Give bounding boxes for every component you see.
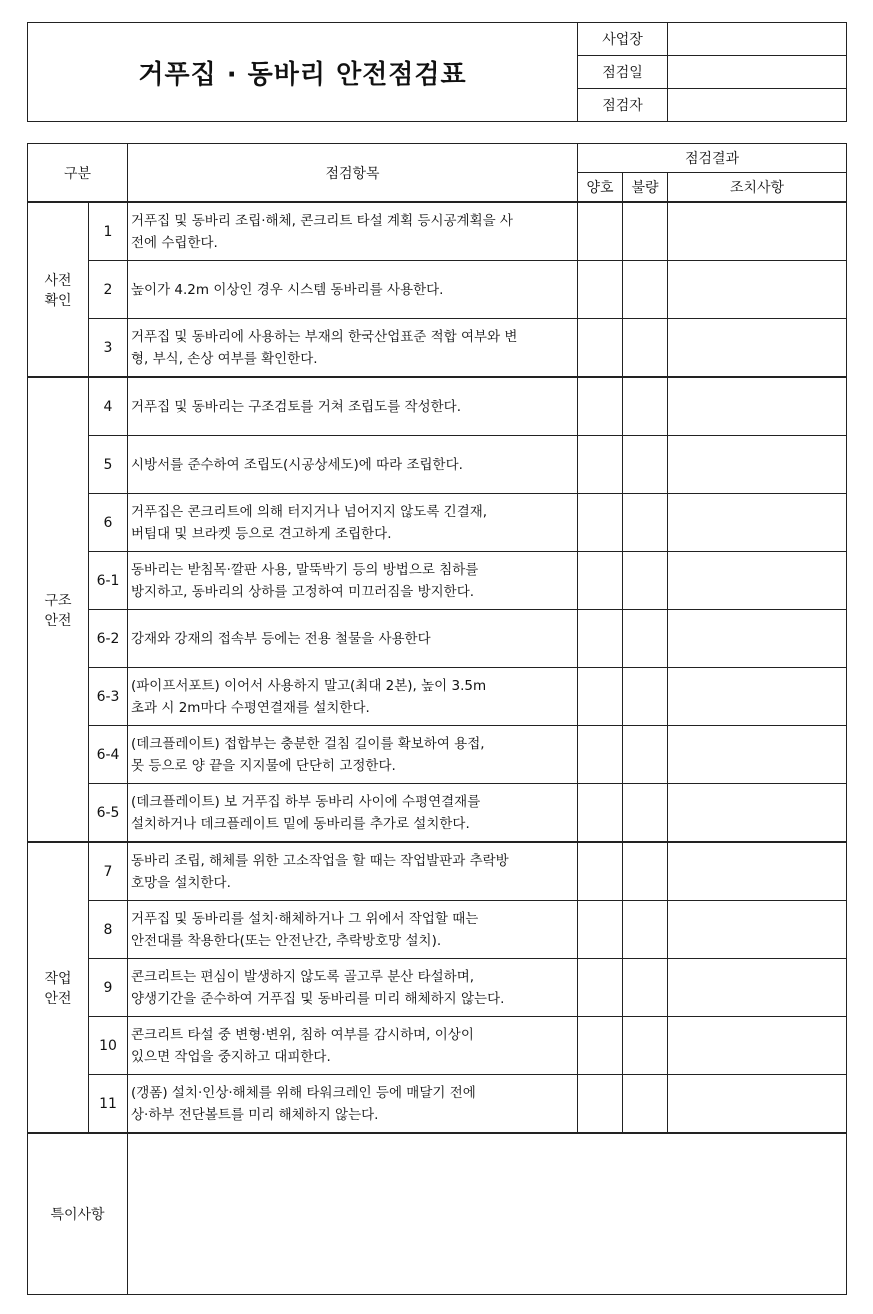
action-cell[interactable] [668, 494, 847, 552]
item-text: 시방서를 준수하여 조립도(시공상세도)에 따라 조립한다. [128, 436, 578, 494]
item-number: 1 [89, 202, 128, 261]
good-cell[interactable] [578, 959, 623, 1017]
good-cell[interactable] [578, 494, 623, 552]
item-text: (데크플레이트) 접합부는 충분한 걸침 길이를 확보하여 용접, 못 등으로 양 끝을 지지물에 단단히 고정한다. [128, 726, 578, 784]
item-text: (데크플레이트) 보 거푸집 하부 동바리 사이에 수평연결재를 설치하거나 데크플레이트 밑에 동바리를 추가로 설치한다. [128, 784, 578, 843]
good-cell[interactable] [578, 784, 623, 843]
item-text: (파이프서포트) 이어서 사용하지 말고(최대 2본), 높이 3.5m 초과 시 2m마다 수평연결재를 설치한다. [128, 668, 578, 726]
table-row [28, 784, 847, 843]
table-row [28, 1075, 847, 1134]
item-text: 강재와 강재의 접속부 등에는 전용 철물을 사용한다 [128, 610, 578, 668]
action-cell[interactable] [668, 436, 847, 494]
good-cell[interactable] [578, 901, 623, 959]
good-cell[interactable] [578, 319, 623, 378]
item-text: 거푸집 및 동바리 조립·해체, 콘크리트 타설 계획 등시공계획을 사 전에 수립한다. [128, 202, 578, 261]
action-cell[interactable] [668, 202, 847, 261]
table-row [28, 319, 847, 378]
bad-cell[interactable] [623, 202, 668, 261]
table-row [28, 202, 847, 261]
item-number: 6 [89, 494, 128, 552]
item-number: 7 [89, 842, 128, 901]
table-row [28, 494, 847, 552]
item-text: 동바리는 받침목·깔판 사용, 말뚝박기 등의 방법으로 침하를 방지하고, 동바리의 상하를 고정하여 미끄러짐을 방지한다. [128, 552, 578, 610]
item-text: 거푸집은 콘크리트에 의해 터지거나 넘어지지 않도록 긴결재, 버팀대 및 브라켓 등으로 견고하게 조립한다. [128, 494, 578, 552]
good-cell[interactable] [578, 1075, 623, 1134]
table-row [28, 842, 847, 901]
site-label: 사업장 [578, 23, 668, 56]
item-number: 5 [89, 436, 128, 494]
item-text: 거푸집 및 동바리는 구조검토를 거쳐 조립도를 작성한다. [128, 377, 578, 436]
table-row [28, 552, 847, 610]
action-cell[interactable] [668, 377, 847, 436]
table-row [28, 668, 847, 726]
item-number: 8 [89, 901, 128, 959]
table-row [28, 1017, 847, 1075]
table-row [28, 377, 847, 436]
item-text: 높이가 4.2m 이상인 경우 시스템 동바리를 사용한다. [128, 261, 578, 319]
table-row [28, 436, 847, 494]
section-label: 사전 확인 [28, 202, 89, 377]
remarks-row [28, 1133, 847, 1295]
action-cell[interactable] [668, 552, 847, 610]
good-cell[interactable] [578, 610, 623, 668]
inspection-date-field[interactable] [668, 56, 847, 89]
table-row [28, 959, 847, 1017]
good-cell[interactable] [578, 436, 623, 494]
good-cell[interactable] [578, 668, 623, 726]
section-label: 구조 안전 [28, 377, 89, 842]
table-row [28, 610, 847, 668]
item-text: 동바리 조립, 해체를 위한 고소작업을 할 때는 작업발판과 추락방 호망을 설치한다. [128, 842, 578, 901]
column-header-item: 점검항목 [128, 144, 578, 203]
action-cell[interactable] [668, 901, 847, 959]
bad-cell[interactable] [623, 1075, 668, 1134]
bad-cell[interactable] [623, 436, 668, 494]
item-text: (갱폼) 설치·인상·해체를 위해 타워크레인 등에 매달기 전에 상·하부 전단볼트를 미리 해체하지 않는다. [128, 1075, 578, 1134]
site-field[interactable] [668, 23, 847, 56]
item-text: 콘크리트는 편심이 발생하지 않도록 골고루 분산 타설하며, 양생기간을 준수하여 거푸집 및 동바리를 미리 해체하지 않는다. [128, 959, 578, 1017]
item-number: 6-2 [89, 610, 128, 668]
good-cell[interactable] [578, 1017, 623, 1075]
column-header-category: 구분 [28, 144, 128, 203]
inspection-date-label: 점검일 [578, 56, 668, 89]
action-cell[interactable] [668, 261, 847, 319]
item-text: 거푸집 및 동바리에 사용하는 부재의 한국산업표준 적합 여부와 변 형, 부식, 손상 여부를 확인한다. [128, 319, 578, 378]
checklist-table [27, 143, 847, 1295]
bad-cell[interactable] [623, 552, 668, 610]
item-number: 6-5 [89, 784, 128, 843]
table-row [28, 726, 847, 784]
header-table [27, 22, 847, 122]
bad-cell[interactable] [623, 494, 668, 552]
item-number: 4 [89, 377, 128, 436]
section-label: 작업 안전 [28, 842, 89, 1133]
page-title: 거푸집 · 동바리 안전점검표 [28, 23, 578, 122]
item-number: 6-3 [89, 668, 128, 726]
bad-cell[interactable] [623, 319, 668, 378]
action-cell[interactable] [668, 959, 847, 1017]
remarks-label: 특이사항 [28, 1133, 128, 1295]
item-number: 2 [89, 261, 128, 319]
item-number: 6-4 [89, 726, 128, 784]
good-cell[interactable] [578, 261, 623, 319]
item-number: 6-1 [89, 552, 128, 610]
item-number: 11 [89, 1075, 128, 1134]
bad-cell[interactable] [623, 959, 668, 1017]
bad-cell[interactable] [623, 901, 668, 959]
inspector-field[interactable] [668, 89, 847, 122]
action-cell[interactable] [668, 1075, 847, 1134]
bad-cell[interactable] [623, 261, 668, 319]
item-number: 9 [89, 959, 128, 1017]
item-text: 거푸집 및 동바리를 설치·해체하거나 그 위에서 작업할 때는 안전대를 착용한다(또는 안전난간, 추락방호망 설치). [128, 901, 578, 959]
bad-cell[interactable] [623, 668, 668, 726]
bad-cell[interactable] [623, 784, 668, 843]
column-header-action: 조치사항 [668, 173, 847, 203]
column-header-result: 점검결과 [578, 144, 847, 173]
action-cell[interactable] [668, 842, 847, 901]
remarks-field[interactable] [128, 1133, 847, 1295]
good-cell[interactable] [578, 202, 623, 261]
action-cell[interactable] [668, 668, 847, 726]
table-row [28, 901, 847, 959]
item-number: 3 [89, 319, 128, 378]
bad-cell[interactable] [623, 610, 668, 668]
column-header-good: 양호 [578, 173, 623, 203]
column-header-bad: 불량 [623, 173, 668, 203]
bad-cell[interactable] [623, 842, 668, 901]
inspector-label: 점검자 [578, 89, 668, 122]
bad-cell[interactable] [623, 377, 668, 436]
action-cell[interactable] [668, 610, 847, 668]
bad-cell[interactable] [623, 726, 668, 784]
table-row [28, 261, 847, 319]
good-cell[interactable] [578, 377, 623, 436]
bad-cell[interactable] [623, 1017, 668, 1075]
item-number: 10 [89, 1017, 128, 1075]
action-cell[interactable] [668, 319, 847, 378]
action-cell[interactable] [668, 1017, 847, 1075]
action-cell[interactable] [668, 726, 847, 784]
good-cell[interactable] [578, 552, 623, 610]
good-cell[interactable] [578, 842, 623, 901]
action-cell[interactable] [668, 784, 847, 843]
item-text: 콘크리트 타설 중 변형·변위, 침하 여부를 감시하며, 이상이 있으면 작업을 중지하고 대피한다. [128, 1017, 578, 1075]
good-cell[interactable] [578, 726, 623, 784]
